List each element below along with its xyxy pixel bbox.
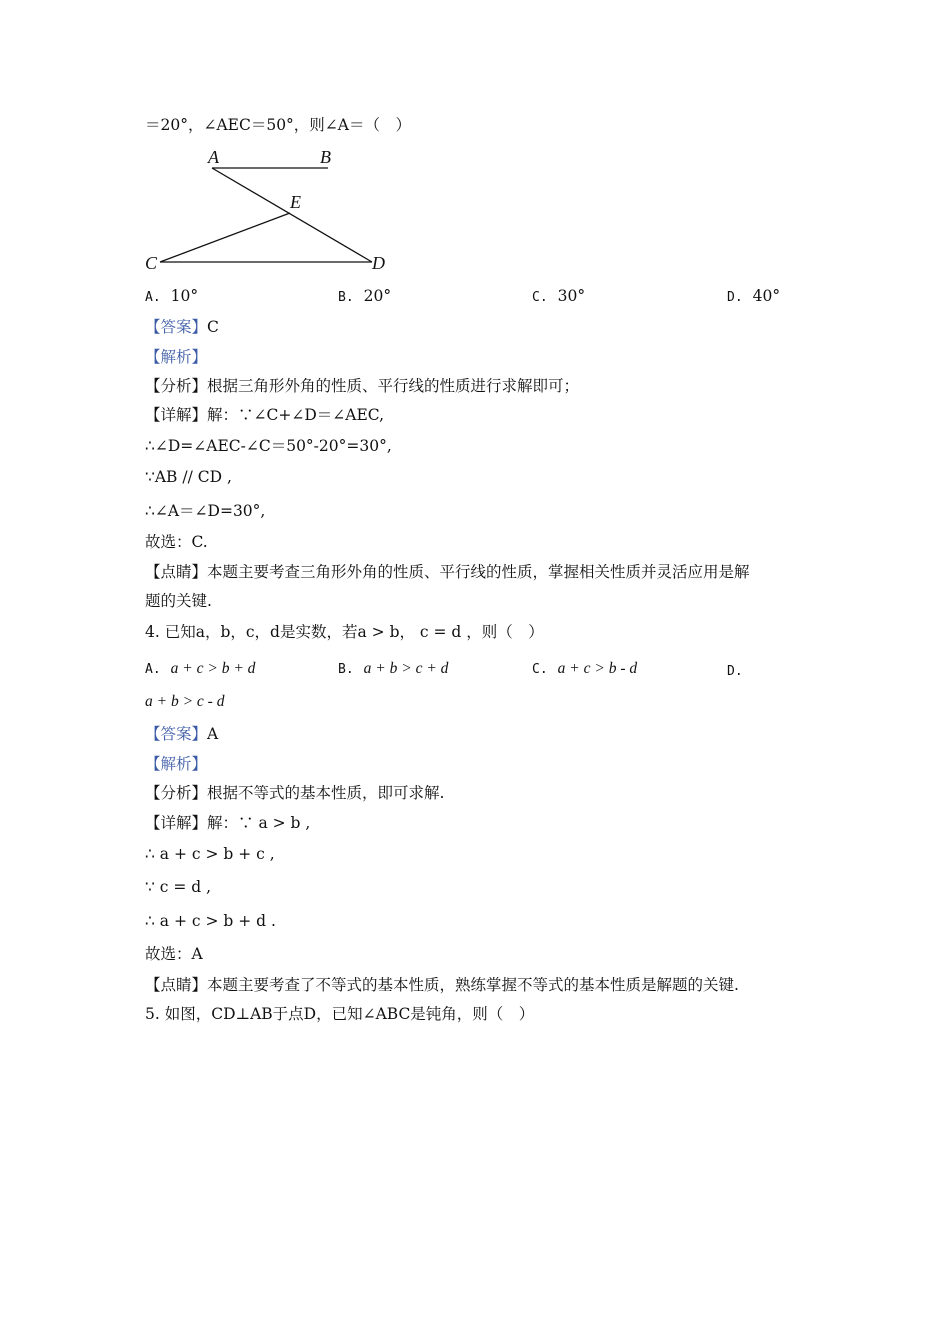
q4-option-d: D. bbox=[727, 664, 743, 679]
q4-option-b: B. a + b > c + d bbox=[338, 660, 449, 677]
q4-option-a: A. a + c > b + d bbox=[145, 660, 256, 677]
label-c: C bbox=[145, 253, 158, 273]
label-a: A bbox=[208, 147, 219, 167]
q3-step-2: ∴∠D=∠AEC-∠C＝50°-20°=30°, bbox=[145, 437, 392, 455]
segment-ad bbox=[212, 168, 372, 262]
q3-step-3: ∵AB // CD , bbox=[145, 468, 232, 486]
q4-conclusion: 故选：A bbox=[145, 945, 203, 963]
label-e: E bbox=[290, 192, 301, 212]
q4-step-1: 【详解】解：∵ a > b , bbox=[145, 814, 311, 832]
q3-dianjing-1: 【点睛】本题主要考查三角形外角的性质、平行线的性质，掌握相关性质并灵活应用是解 bbox=[145, 563, 750, 581]
q3-stem-tail: ＝20°，∠AEC＝50°，则∠A＝（ ） bbox=[145, 116, 411, 134]
q3-option-b: B. 20° bbox=[338, 287, 392, 305]
q4-step-4: ∴ a + c > b + d . bbox=[145, 912, 276, 930]
q3-option-c: C. 30° bbox=[532, 287, 586, 305]
segment-ce bbox=[160, 213, 290, 262]
q3-step-1: 【详解】解：∵∠C+∠D＝∠AEC, bbox=[145, 406, 384, 424]
q3-figure bbox=[140, 145, 400, 275]
q4-option-c: C. a + c > b - d bbox=[532, 660, 638, 677]
q3-step-4: ∴∠A＝∠D=30°, bbox=[145, 502, 266, 520]
q3-dianjing-2: 题的关键. bbox=[145, 592, 212, 610]
q3-analysis-tag: 【解析】 bbox=[145, 348, 208, 366]
q3-fenxi: 【分析】根据三角形外角的性质、平行线的性质进行求解即可； bbox=[145, 377, 580, 395]
q4-step-3: ∵ c = d , bbox=[145, 878, 212, 896]
q4-fenxi: 【分析】根据不等式的基本性质，即可求解. bbox=[145, 784, 445, 802]
q4-stem: 4. 已知a，b，c，d是实数，若a > b， c = d ，则（ ） bbox=[145, 623, 544, 641]
label-d: D bbox=[372, 253, 385, 273]
q4-answer: 【答案】A bbox=[145, 725, 219, 743]
q4-option-d-text: a + b > c - d bbox=[145, 693, 225, 710]
q5-stem: 5. 如图，CD⊥AB于点D，已知∠ABC是钝角，则（ ） bbox=[145, 1005, 535, 1023]
q3-answer: 【答案】C bbox=[145, 318, 219, 336]
label-b: B bbox=[320, 147, 331, 167]
q3-option-a: A. 10° bbox=[145, 287, 199, 305]
q4-step-2: ∴ a + c > b + c , bbox=[145, 845, 275, 863]
q3-conclusion: 故选：C. bbox=[145, 533, 208, 551]
q4-dianjing: 【点睛】本题主要考查了不等式的基本性质，熟练掌握不等式的基本性质是解题的关键. bbox=[145, 976, 739, 994]
q3-option-d: D. 40° bbox=[727, 287, 781, 305]
q4-analysis-tag: 【解析】 bbox=[145, 755, 208, 773]
